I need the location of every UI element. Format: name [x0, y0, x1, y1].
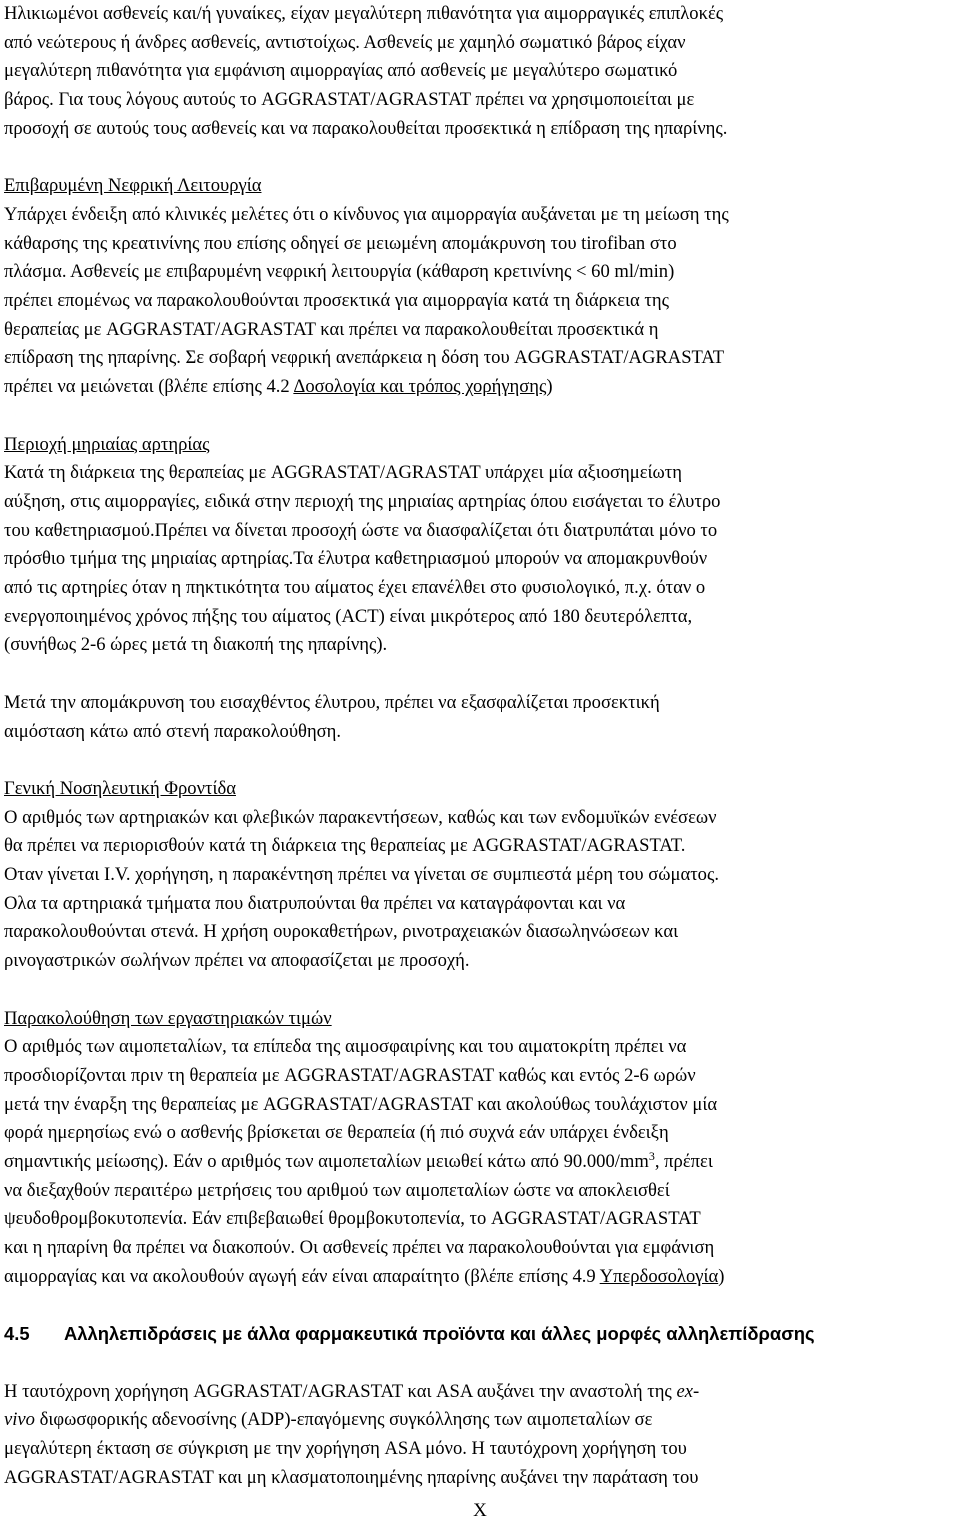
text-line: ψευδοθρομβοκυτοπενία. Εάν επιβεβαιωθεί θρομβοκυτοπενία, το AGGRASTAT/AGRASTAT: [4, 1208, 701, 1230]
text-line: του καθετηριασμού.Πρέπει να δίνεται προσοχή ώστε να διασφαλίζεται ότι διατρυπάται μόνο το: [4, 519, 718, 541]
text-line: θα πρέπει να περιορισθούν κατά τη διάρκεια της θεραπείας με AGGRASTAT/AGRASTAT.: [4, 835, 686, 857]
intro-paragraph: [4, 0, 956, 144]
renal-section: [4, 172, 956, 402]
text-line: παρακολουθούνται στενά. Η χρήση ουροκαθετήρων, ρινοτραχειακών διασωληνώσεων και: [4, 921, 679, 943]
text-line: επίδραση της ηπαρίνης. Σε σοβαρή νεφρική ανεπάρκεια η δόση του AGGRASTAT/AGRASTAT: [4, 347, 725, 369]
text-line: φορά ημερησίως ενώ ο ασθενής βρίσκεται σε θεραπεία (ή πιό συχνά εάν υπάρχει ένδειξη: [4, 1122, 669, 1144]
labs-section: [4, 1005, 956, 1292]
spacer: [4, 1349, 956, 1378]
spacer: [4, 746, 956, 775]
text-line: Κατά τη διάρκεια της θεραπείας με AGGRASTAT/AGRASTAT υπάρχει μία αξιοσημείωτη: [4, 462, 682, 484]
text-span: ): [546, 376, 553, 398]
text-line: ενεργοποιημένος χρόνος πήξης του αίματος (ACT) είναι μικρότερος από 180 δευτερόλεπτα,: [4, 605, 693, 627]
spacer: [4, 660, 956, 689]
text-line: [4, 1148, 956, 1177]
text-line: AGGRASTAT/AGRASTAT και μη κλασματοποιημένης ηπαρίνης αυξάνει την παράταση του: [4, 1466, 699, 1488]
italic-span: vivo: [4, 1409, 35, 1431]
text-line: ρινογαστρικών σωλήνων πρέπει να αποφασίζεται με προσοχή.: [4, 950, 470, 972]
text-span: ): [718, 1265, 725, 1287]
interactions-paragraph: [4, 1378, 956, 1493]
text-line: Ο αριθμός των αιμοπεταλίων, τα επίπεδα της αιμοσφαιρίνης και του αιματοκρίτη πρέπει να: [4, 1036, 687, 1058]
section-title: Αλληλεπιδράσεις με άλλα φαρμακευτικά προϊόντα και άλλες μορφές αλληλεπίδρασης: [64, 1323, 815, 1345]
text-line: προσοχή σε αυτούς τους ασθενείς και να παρακολουθείται προσεκτικά η επίδραση της ηπαρίνης.: [4, 117, 728, 139]
text-line: πλάσμα. Ασθενείς με επιβαρυμένη νεφρική λειτουργία (κάθαρση κρετινίνης < 60 ml/min): [4, 261, 675, 283]
document-page: [4, 0, 956, 1492]
text-line: από τις αρτηρίες όταν η πηκτικότητα του αίματος έχει επανέλθει στο φυσιολογικό, π.χ. όταν ο: [4, 577, 706, 599]
text-line: αύξηση, στις αιμορραγίες, ειδικά στην περιοχή της μηριαίας αρτηρίας όπου εισάγεται το έλυτρο: [4, 490, 721, 512]
text-span: , πρέπει: [654, 1151, 713, 1173]
text-line: από νεώτερους ή άνδρες ασθενείς, αντιστοίχως. Ασθενείς με χαμηλό σωματικό βάρος είχαν: [4, 31, 686, 53]
text-line: Υπάρχει ένδειξη από κλινικές μελέτες ότι ο κίνδυνος για αιμορραγία αυξάνεται με τη μείωση της: [4, 203, 729, 225]
italic-span: ex-: [676, 1380, 700, 1402]
text-line: Οταν γίνεται I.V. χορήγηση, η παρακέντηση πρέπει να γίνεται σε συμπιεστά μέρη του σώματος.: [4, 864, 719, 886]
text-line: Μετά την απομάκρυνση του εισαχθέντος έλυτρου, πρέπει να εξασφαλίζεται προσεκτική: [4, 691, 660, 713]
text-line: Ο αριθμός των αρτηριακών και φλεβικών παρακεντήσεων, καθώς και των ενδομυϊκών ενέσεων: [4, 806, 717, 828]
text-line: μεγαλύτερη έκταση σε σύγκριση με την χορήγηση ASA μόνο. Η ταυτόχρονη χορήγηση του: [4, 1438, 687, 1460]
text-line: θεραπείας με AGGRASTAT/AGRASTAT και πρέπει να παρακολουθείται προσεκτικά η: [4, 318, 659, 340]
spacer: [4, 1292, 956, 1321]
text-line: [4, 373, 956, 402]
section-number: 4.5: [4, 1323, 30, 1345]
text-line: προσδιορίζονται πριν τη θεραπεία με AGGRASTAT/AGRASTAT καθώς και εντός 2-6 ωρών: [4, 1064, 696, 1086]
spacer: [4, 402, 956, 431]
text-line: βάρος. Για τους λόγους αυτούς το AGGRASTAT/AGRASTAT πρέπει να χρησιμοποιείται με: [4, 89, 695, 111]
text-line: αιμόσταση κάτω από στενή παρακολούθηση.: [4, 720, 342, 742]
text-line: μετά την έναρξη της θεραπείας με AGGRASTAT/AGRASTAT και ακολούθως τουλάχιστον μία: [4, 1093, 718, 1115]
text-line: Ηλικιωμένοι ασθενείς και/ή γυναίκες, είχαν μεγαλύτερη πιθανότητα για αιμορραγικές επιπλοκές: [4, 3, 724, 24]
dosage-link[interactable]: Δοσολογία και τρόπος χορήγησης: [293, 376, 547, 398]
text-line: και η ηπαρίνη θα πρέπει να διακοπούν. Οι ασθενείς πρέπει να παρακολουθούνται για εμφάνιση: [4, 1237, 715, 1259]
text-line: μεγαλύτερη πιθανότητα για εμφάνιση αιμορραγίας από ασθενείς με μεγαλύτερο σωματικό: [4, 60, 678, 82]
section-heading-renal: Επιβαρυμένη Νεφρική Λειτουργία: [4, 175, 262, 197]
spacer: [4, 976, 956, 1005]
text-line: να διεξαχθούν περαιτέρω μετρήσεις του αριθμού των αιμοπεταλίων ώστε να αποκλεισθεί: [4, 1179, 670, 1201]
text-span: διφωσφορικής αδενοσίνης (ADP)-επαγόμενης συγκόλλησης των αιμοπεταλίων σε: [34, 1409, 653, 1431]
text-line: Ολα τα αρτηριακά τμήματα που διατρυπούνται θα πρέπει να καταγράφονται και να: [4, 892, 626, 914]
text-span: Η ταυτόχρονη χορήγηση AGGRASTAT/AGRASTAT και ASA αυξάνει την αναστολή της: [4, 1380, 677, 1402]
section-heading-labs: Παρακολούθηση των εργαστηριακών τιμών: [4, 1007, 332, 1029]
text-line: κάθαρσης της κρεατινίνης που επίσης οδηγεί σε μειωμένη απομάκρυνση του tirofiban στο: [4, 232, 677, 254]
text-line: [4, 1406, 956, 1435]
text-span: πρέπει να μειώνεται (βλέπε επίσης 4.2: [4, 376, 294, 398]
text-span: αιμορραγίας και να ακολουθούν αγωγή εάν είναι απαραίτητο (βλέπε επίσης 4.9: [4, 1265, 600, 1287]
nursing-section: [4, 775, 956, 976]
spacer: [4, 144, 956, 173]
section-heading-4-5: [4, 1320, 956, 1349]
overdose-link[interactable]: Υπερδοσολογία: [599, 1265, 719, 1287]
superscript: 3: [648, 1148, 655, 1163]
text-line: (συνήθως 2-6 ώρες μετά τη διακοπή της ηπαρίνης).: [4, 634, 388, 656]
section-heading-nursing: Γενική Νοσηλευτική Φροντίδα: [4, 777, 236, 799]
text-span: σημαντικής μείωσης). Εάν ο αριθμός των αιμοπεταλίων μειωθεί κάτω από 90.000/mm: [4, 1151, 649, 1173]
text-line: πρέπει επομένως να παρακολουθούνται προσεκτικά για αιμορραγία κατά τη διάρκεια της: [4, 290, 669, 312]
page-marker: X: [473, 1500, 487, 1521]
text-line: [4, 1263, 956, 1292]
femoral-section: [4, 431, 956, 747]
text-line: [4, 1378, 956, 1407]
text-line: πρόσθιο τμήμα της μηριαίας αρτηρίας.Τα έλυτρα καθετηριασμού μπορούν να απομακρυνθούν: [4, 548, 708, 570]
section-heading-femoral: Περιοχή μηριαίας αρτηρίας: [4, 433, 210, 455]
